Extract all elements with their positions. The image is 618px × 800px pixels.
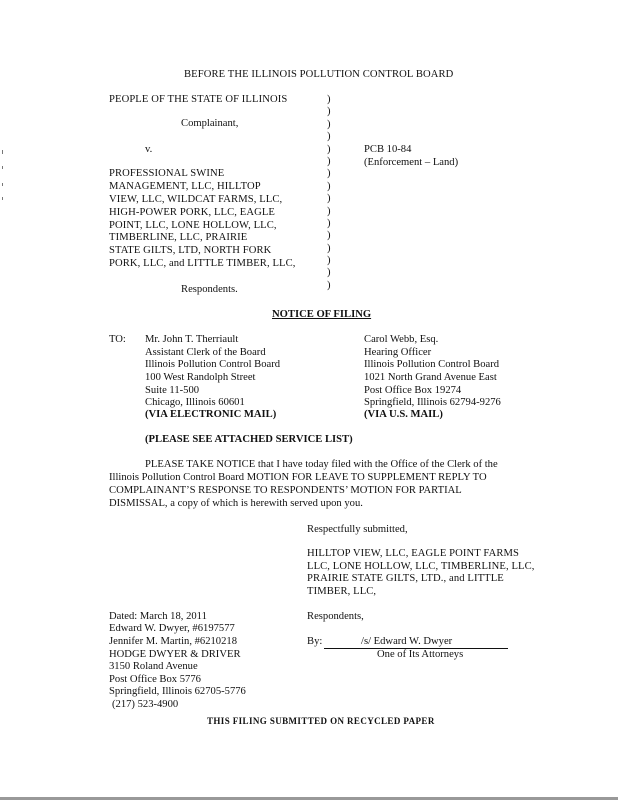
- counsel-3: Jennifer M. Martin, #6210218: [109, 636, 237, 647]
- firm-clients-4: TIMBER, LLC,: [307, 586, 377, 597]
- caption-defendant-7: STATE GILTS, LTD, NORTH FORK: [109, 245, 272, 256]
- counsel-7: Springfield, Illinois 62705-5776: [109, 686, 246, 697]
- body-line-2: Illinois Pollution Control Board MOTION FOR LEAVE TO SUPPLEMENT REPLY TO: [109, 472, 487, 483]
- case-type: (Enforcement – Land): [364, 157, 459, 168]
- caption-defendant-5: POINT, LLC, LONE HOLLOW, LLC,: [109, 220, 277, 231]
- caption-defendant-6: TIMBERLINE, LLC, PRAIRIE: [109, 232, 248, 243]
- caption-defendant-3: VIEW, LLC, WILDCAT FARMS, LLC,: [109, 194, 283, 205]
- counsel-6: Post Office Box 5776: [109, 674, 201, 685]
- caption-defendant-1: PROFESSIONAL SWINE: [109, 168, 225, 179]
- recipient-right-1: Carol Webb, Esq.: [364, 334, 439, 345]
- court-header: BEFORE THE ILLINOIS POLLUTION CONTROL BOARD: [184, 69, 454, 80]
- firm-clients-3: PRAIRIE STATE GILTS, LTD., and LITTLE: [307, 573, 504, 584]
- firm-clients-2: LLC, LONE HOLLOW, LLC, TIMBERLINE, LLC,: [307, 561, 535, 572]
- body-line-1: PLEASE TAKE NOTICE that I have today filed with the Office of the Clerk of the: [145, 459, 498, 470]
- case-number: PCB 10-84: [364, 144, 412, 155]
- signature-by: By:: [307, 636, 323, 647]
- recipient-left-1: Mr. John T. Therriault: [145, 334, 239, 345]
- respondents-label: Respondents,: [307, 611, 364, 622]
- caption-defendant-8: PORK, LLC, and LITTLE TIMBER, LLC,: [109, 258, 296, 269]
- caption-defendant-4: HIGH-POWER PORK, LLC, EAGLE: [109, 207, 276, 218]
- recipient-left-3: Illinois Pollution Control Board: [145, 359, 281, 370]
- caption-plaintiff: PEOPLE OF THE STATE OF ILLINOIS: [109, 94, 288, 105]
- counsel-4: HODGE DWYER & DRIVER: [109, 649, 241, 660]
- counsel-1: Dated: March 18, 2011: [109, 611, 207, 622]
- counsel-5: 3150 Roland Avenue: [109, 661, 198, 672]
- firm-clients-1: HILLTOP VIEW, LLC, EAGLE POINT FARMS: [307, 548, 520, 559]
- recipient-left-6: Chicago, Illinois 60601: [145, 397, 245, 408]
- recipient-left-5: Suite 11-500: [145, 385, 200, 396]
- recipient-right-6: Springfield, Illinois 62794-9276: [364, 397, 501, 408]
- body-line-3: COMPLAINANT’S RESPONSE TO RESPONDENTS’ MOTION FOR PARTIAL: [109, 485, 462, 496]
- caption-bracket: ) ) ) ) ) ) ) ) ) ) ) ) ) ) ) ): [327, 94, 331, 291]
- caption-plaintiff-role: Complainant,: [181, 118, 239, 129]
- to-label: TO:: [109, 334, 126, 345]
- recipient-right-4: 1021 North Grand Avenue East: [364, 372, 497, 383]
- caption-defendant-role: Respondents.: [181, 284, 238, 295]
- recipient-left-via: (VIA ELECTRONIC MAIL): [145, 409, 277, 420]
- recipient-right-2: Hearing Officer: [364, 347, 432, 358]
- notice-title: NOTICE OF FILING: [272, 309, 372, 320]
- signature-name: /s/ Edward W. Dwyer: [361, 636, 453, 647]
- counsel-8: (217) 523-4900: [112, 699, 179, 710]
- counsel-2: Edward W. Dwyer, #6197577: [109, 623, 235, 634]
- recipient-left-2: Assistant Clerk of the Board: [145, 347, 266, 358]
- caption-defendant-2: MANAGEMENT, LLC, HILLTOP: [109, 181, 261, 192]
- recipient-right-5: Post Office Box 19274: [364, 385, 462, 396]
- signature-role: One of Its Attorneys: [377, 649, 464, 660]
- service-list-note: (PLEASE SEE ATTACHED SERVICE LIST): [145, 434, 353, 445]
- recipient-right-3: Illinois Pollution Control Board: [364, 359, 500, 370]
- closing: Respectfully submitted,: [307, 524, 408, 535]
- recipient-right-via: (VIA U.S. MAIL): [364, 409, 443, 420]
- caption-versus: v.: [145, 144, 153, 155]
- recycled-paper-footer: THIS FILING SUBMITTED ON RECYCLED PAPER: [207, 716, 435, 726]
- body-line-4: DISMISSAL, a copy of which is herewith served upon you.: [109, 498, 363, 509]
- recipient-left-4: 100 West Randolph Street: [145, 372, 256, 383]
